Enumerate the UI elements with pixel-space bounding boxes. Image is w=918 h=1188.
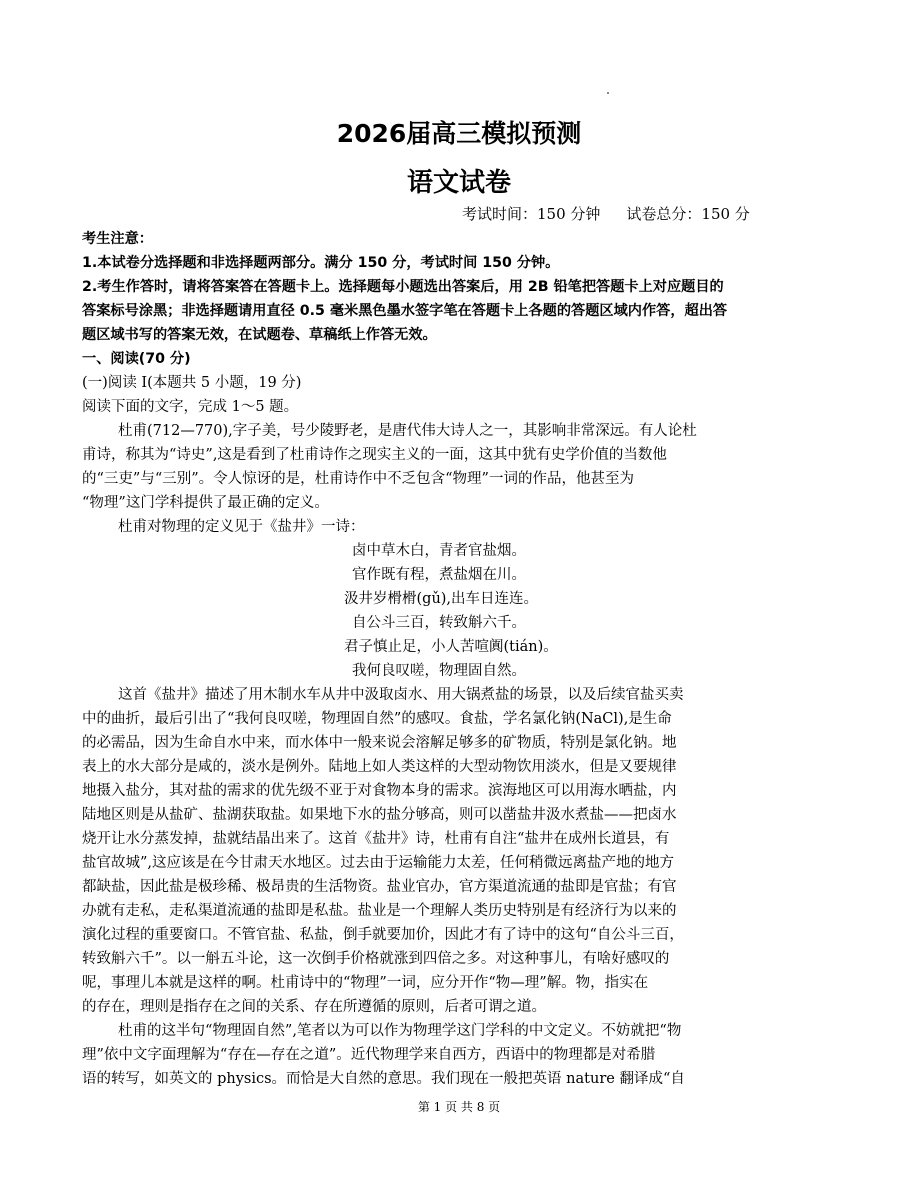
section-sub-block: [82, 371, 842, 419]
passage-line: 都缺盐，因此盐是极珍稀、极昂贵的生活物资。盐业官办，官方渠道流通的盐即是官盐；有官: [82, 879, 677, 895]
passage-line: 表上的水大部分是咸的，淡水是例外。陆地上如人类这样的大型动物饮用淡水，但是又要规律: [82, 759, 677, 775]
passage-line: 陆地区则是从盐矿、盐湖获取盐。如果地下水的盐分够高，则可以凿盐井汲水煮盐——把卤水: [82, 807, 677, 823]
passage-line: 中的曲折，最后引出了“我何良叹嗟，物理固自然”的感叹。食盐，学名氯化钠(NaCl),是生命: [82, 711, 672, 727]
passage-line: 转致斛六千”。以一斛五斗论，这一次倒手价格就涨到四倍之多。对这种事儿，有啥好感叹的: [82, 951, 670, 967]
exam-meta: [462, 203, 750, 224]
page-footer: 第 1 页 共 8 页: [417, 1100, 501, 1114]
poem-block: [0, 539, 918, 683]
passage-line: 的“三吏”与“三别”。令人惊讶的是，杜甫诗作中不乏包含“物理”一词的作品，他甚至为: [82, 471, 634, 487]
section-title: 一、阅读(70 分): [82, 351, 191, 367]
exam-subtitle: 语文试卷: [406, 168, 511, 198]
passage-line: 杜甫对物理的定义见于《盐井》一诗：: [118, 519, 365, 535]
passage-line: 的存在，理则是指存在之间的关系、存在所遵循的原则，后者可谓之道。: [82, 999, 546, 1015]
poem-line: 我何良叹嗟，物理固自然。: [352, 663, 526, 679]
passage-line: 杜甫的这半句“物理固自然”,笔者以为可以作为物理学这门学科的中文定义。不妨就把“物: [118, 1023, 682, 1039]
passage-line: 烧开让水分蒸发掉，盐就结晶出来了。这首《盐井》诗，杜甫有自注“盐井在成州长道县，有: [82, 831, 670, 847]
passage-line: 理”依中文字面理解为“存在—存在之道”。近代物理学来自西方，西语中的物理都是对希腊: [82, 1047, 656, 1063]
poem-line: 君子慎止足，小人苦喧阗(tián)。: [344, 639, 558, 655]
notice-heading: 考生注意：: [82, 231, 153, 247]
passage-para-4: [82, 1019, 842, 1091]
notice-block: [82, 227, 842, 347]
passage-line: 甫诗，称其为“诗史”,这是看到了杜甫诗作之现实主义的一面，这其中犹有史学价值的当数他: [82, 447, 667, 463]
passage-para-1: [82, 419, 842, 539]
poem-line: 卤中草木白，青者官盐烟。: [352, 543, 526, 559]
passage-line: 呢，事理儿本就是这样的啊。杜甫诗中的“物理”一词，应分开作“物—理”解。物，指实在: [82, 975, 649, 991]
notice-item: 题区域书写的答案无效，在试题卷、草稿纸上作答无效。: [82, 327, 437, 343]
passage-line: 盐官故城”,这应该是在今甘肃天水地区。过去由于运输能力太差，任何稍微远离盐产地的地方: [82, 855, 675, 871]
exam-time: 考试时间：150 分钟: [462, 205, 601, 223]
passage-line: 这首《盐井》描述了用木制水车从井中汲取卤水、用大锅煮盐的场景，以及后续官盐买卖: [118, 687, 684, 703]
passage-line: 杜甫(712—770),字子美，号少陵野老，是唐代伟大诗人之一，其影响非常深远。有人论杜: [118, 423, 697, 439]
section-sub-title: (一)阅读 I(本题共 5 小题，19 分): [82, 375, 302, 391]
poem-line: 汲井岁榾榾(gǔ),出车日连连。: [344, 591, 539, 607]
section-instruction: 阅读下面的文字，完成 1～5 题。: [82, 399, 299, 415]
poem-line: 自公斗三百，转致斛六千。: [352, 615, 526, 631]
passage-para-3: [82, 683, 842, 1019]
exam-title: 2026届高三模拟预测: [336, 119, 582, 148]
notice-item: 2.考生作答时，请将答案答在答题卡上。选择题每小题选出答案后，用 2B 铅笔把答题卡上对应题目的: [82, 279, 724, 295]
poem-line: 官作既有程，煮盐烟在川。: [352, 567, 526, 583]
passage-line: 地摄入盐分，其对盐的需求的优先级不亚于对食物本身的需求。滨海地区可以用海水晒盐，内: [82, 783, 677, 799]
passage-line: 的必需品，因为生命自水中来，而水体中一般来说会溶解足够多的矿物质，特别是氯化钠。地: [82, 735, 677, 751]
scan-dot: [607, 92, 609, 94]
passage-line: “物理”这门学科提供了最正确的定义。: [82, 495, 329, 511]
notice-item: 1.本试卷分选择题和非选择题两部分。满分 150 分，考试时间 150 分钟。: [82, 255, 560, 271]
passage-line: 办就有走私，走私渠道流通的盐即是私盐。盐业是一个理解人类历史特别是有经济行为以来的: [82, 903, 677, 919]
passage-line: 语的转写，如英文的 physics。而恰是大自然的意思。我们现在一般把英语 nature 翻译成“自: [82, 1071, 685, 1087]
notice-item: 答案标号涂黑；非选择题请用直径 0.5 毫米黑色墨水签字笔在答题卡上各题的答题区域内作答，超出答: [82, 303, 728, 319]
passage-line: 演化过程的重要窗口。不管官盐、私盐，倒手就要加价，因此才有了诗中的这句“自公斗三百，: [82, 927, 684, 943]
section-block: [82, 347, 842, 371]
total-score: 试卷总分：150 分: [626, 205, 750, 223]
